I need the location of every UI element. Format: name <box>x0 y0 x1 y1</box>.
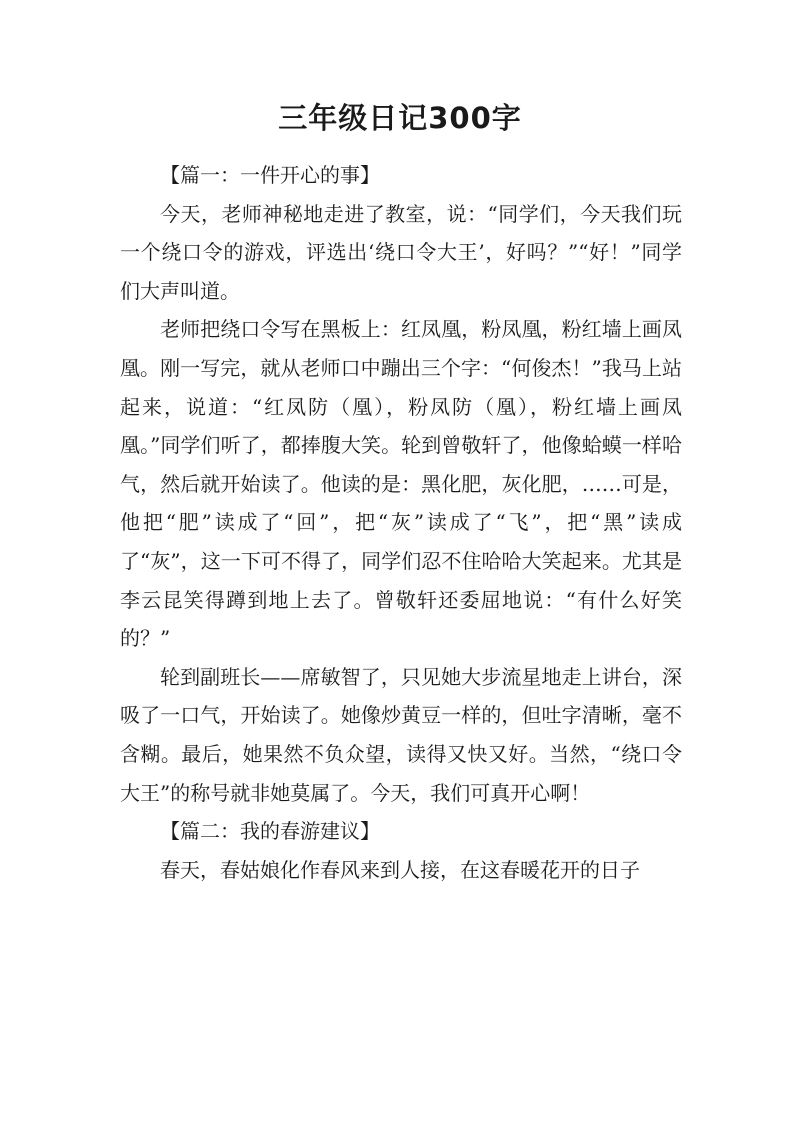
document-body <box>120 156 682 889</box>
paragraph: 老师把绕口令写在黑板上：红凤凰，粉凤凰，粉红墙上画凤凰。刚一写完，就从老师口中蹦出三个字：“何俊杰！”我马上站起来，说道：“红凤防（凰），粉凤防（凰），粉红墙上画凤凰。”同学们听了，都捧腹大笑。轮到曾敬轩了，他像蛤蟆一样哈气，然后就开始读了。他读的是：黑化肥，灰化肥，……可是，他把“肥”读成了“回”，把“灰”读成了“飞”，把“黑”读成了“灰”，这一下可不得了，同学们忍不住哈哈大笑起来。尤其是李云昆笑得蹲到地上去了。曾敬轩还委屈地说：“有什么好笑的？” <box>120 317 682 651</box>
paragraph: 轮到副班长——席敏智了，只见她大步流星地走上讲台，深吸了一口气，开始读了。她像炒黄豆一样的，但吐字清晰，毫不含糊。最后，她果然不负众望，读得又快又好。当然，“绕口令大王”的称号就非她莫属了。今天，我们可真开心啊！ <box>120 664 682 805</box>
paragraph: 春天，春姑娘化作春风来到人接，在这春暖花开的日子 <box>160 857 640 882</box>
document-title: 三年级日记300字 <box>278 101 522 135</box>
section-heading-1: 【篇一：一件开心的事】 <box>160 163 380 187</box>
section-heading-2: 【篇二：我的春游建议】 <box>160 819 380 844</box>
paragraph: 今天，老师神秘地走进了教室，说：“同学们，今天我们玩一个绕口令的游戏，评选出‘绕口令大王’，好吗？”“好！”同学们大声叫道。 <box>120 201 682 303</box>
